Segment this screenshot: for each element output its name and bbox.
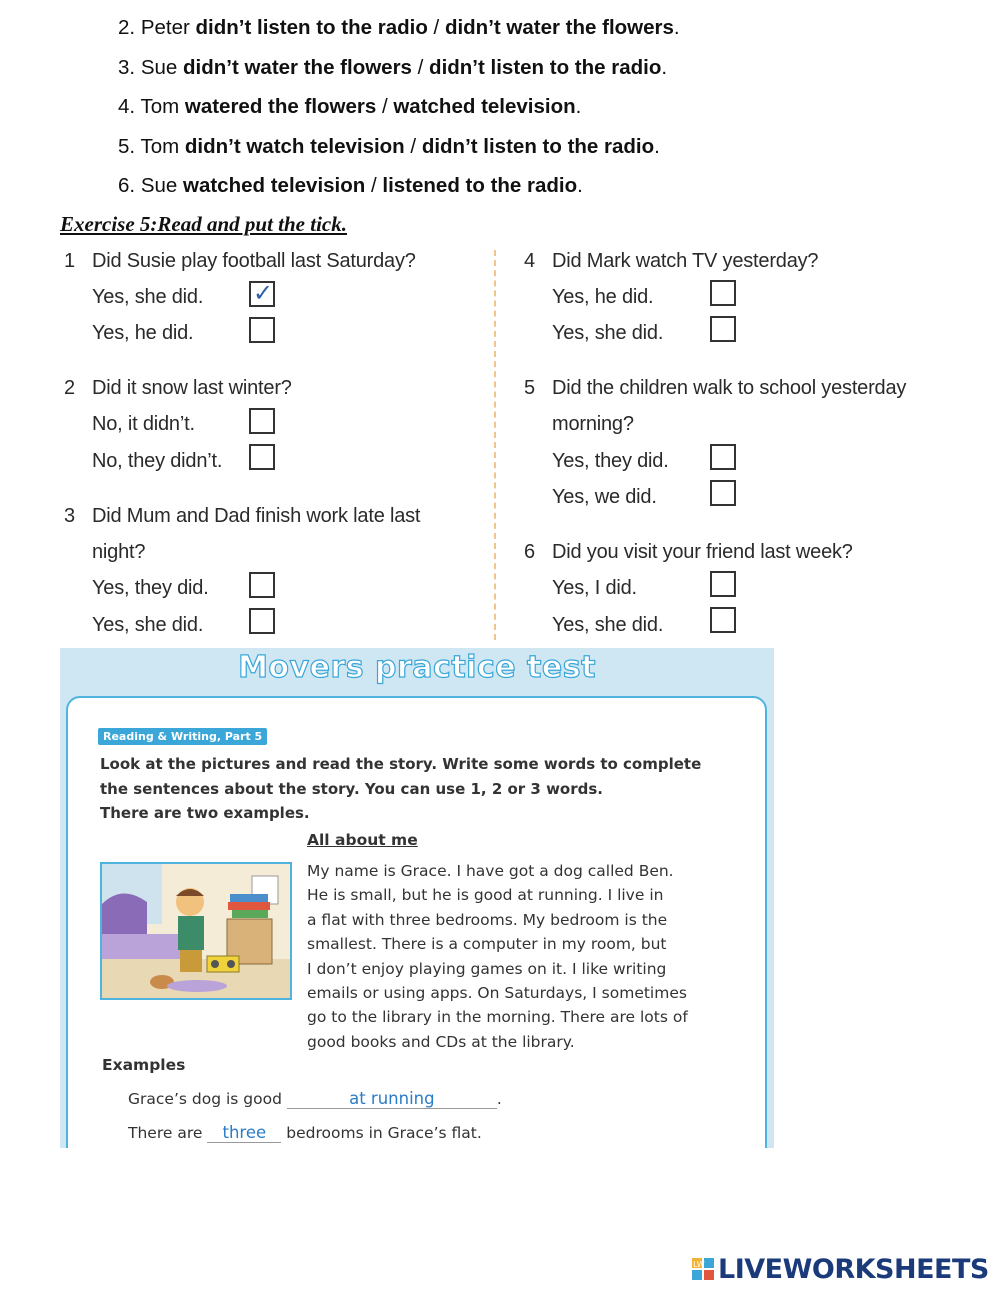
story-line: good books and CDs at the library. (307, 1032, 575, 1051)
option-label: Yes, she did. (92, 286, 204, 308)
question-text: Did Susie play football last Saturday? (92, 250, 416, 272)
option-label: No, they didn’t. (92, 450, 223, 472)
question-text: Did it snow last winter? (92, 377, 292, 399)
story-text (307, 859, 737, 1054)
question-number: 4 (524, 250, 535, 272)
story-line: go to the library in the morning. There are lots of (307, 1008, 688, 1027)
bedroom-illustration (100, 862, 292, 1000)
question-text: Did the children walk to school yesterday (552, 377, 907, 399)
story-line: My name is Grace. I have got a dog called Ben. (307, 862, 674, 880)
story-line: He is small, but he is good at running. I live in (307, 886, 664, 905)
instruction-line: There are two examples. (100, 804, 310, 822)
option-label: Yes, they did. (552, 450, 669, 472)
tick-box[interactable] (710, 480, 736, 506)
brand-text: LIVEWORKSHEETS (718, 1254, 989, 1285)
question-number: 2 (64, 377, 75, 399)
tick-box[interactable] (710, 607, 736, 633)
question-number: 5 (524, 377, 535, 399)
story-title: All about me (307, 831, 418, 849)
option-label: Yes, I did. (552, 577, 637, 599)
option-label: Yes, they did. (92, 577, 209, 599)
sentence-4: 4. Tom watered the flowers / watched television. (118, 95, 582, 118)
story-line: a flat with three bedrooms. My bedroom is the (307, 910, 668, 929)
tick-box[interactable] (249, 572, 275, 598)
example-1-answer: at running (287, 1089, 497, 1109)
tick-box[interactable] (249, 317, 275, 343)
option-label: Yes, he did. (552, 286, 654, 308)
tick-box[interactable] (249, 608, 275, 634)
sentence-6: 6. Sue watched television / listened to the radio. (118, 174, 583, 197)
story-line: emails or using apps. On Saturdays, I sometimes (307, 984, 687, 1003)
option-label: Yes, he did. (92, 322, 194, 344)
tick-box[interactable] (710, 316, 736, 342)
sentence-3: 3. Sue didn’t water the flowers / didn’t listen to the radio. (118, 56, 668, 79)
option-label: Yes, she did. (92, 614, 204, 636)
exercise-5-title: Exercise 5:Read and put the tick. (60, 212, 347, 236)
example-2-answer: three (207, 1123, 281, 1143)
question-number: 3 (64, 505, 75, 527)
question-number: 6 (524, 541, 535, 563)
tick-box[interactable] (710, 280, 736, 306)
sentence-2: 2. Peter didn’t listen to the radio / didn’t water the flowers. (118, 16, 680, 39)
question-text: night? (92, 541, 146, 563)
example-2: There are three bedrooms in Grace’s flat. (128, 1123, 482, 1142)
option-label: Yes, she did. (552, 322, 664, 344)
question-text: Did Mum and Dad finish work late last (92, 505, 421, 527)
tick-box[interactable] (710, 444, 736, 470)
question-text: Did Mark watch TV yesterday? (552, 250, 819, 272)
liveworksheets-icon (692, 1258, 714, 1280)
svg-text:LW: LW (693, 1260, 705, 1269)
column-divider (494, 250, 496, 640)
movers-title: Movers practice test (238, 650, 596, 685)
tick-box[interactable] (249, 408, 275, 434)
examples-heading: Examples (102, 1056, 186, 1074)
story-line: I don’t enjoy playing games on it. I like writing (307, 959, 667, 978)
option-label: No, it didn’t. (92, 413, 195, 435)
tick-box-checked[interactable] (249, 281, 275, 307)
question-text: Did you visit your friend last week? (552, 541, 853, 563)
example-1: Grace’s dog is good at running . (128, 1089, 502, 1108)
section-tag: Reading & Writing, Part 5 (98, 728, 267, 745)
story-line: smallest. There is a computer in my room, but (307, 935, 667, 954)
instruction-line: the sentences about the story. You can use 1, 2 or 3 words. (100, 779, 603, 798)
sentence-5: 5. Tom didn’t watch television / didn’t listen to the radio. (118, 135, 660, 158)
question-text: morning? (552, 413, 634, 435)
movers-practice-test (60, 648, 774, 1148)
question-number: 1 (64, 250, 75, 272)
option-label: Yes, she did. (552, 614, 664, 636)
instructions (100, 752, 720, 826)
option-label: Yes, we did. (552, 486, 657, 508)
tick-box[interactable] (249, 444, 275, 470)
tick-box[interactable] (710, 571, 736, 597)
instruction-line: Look at the pictures and read the story. Write some words to complete (100, 755, 702, 773)
